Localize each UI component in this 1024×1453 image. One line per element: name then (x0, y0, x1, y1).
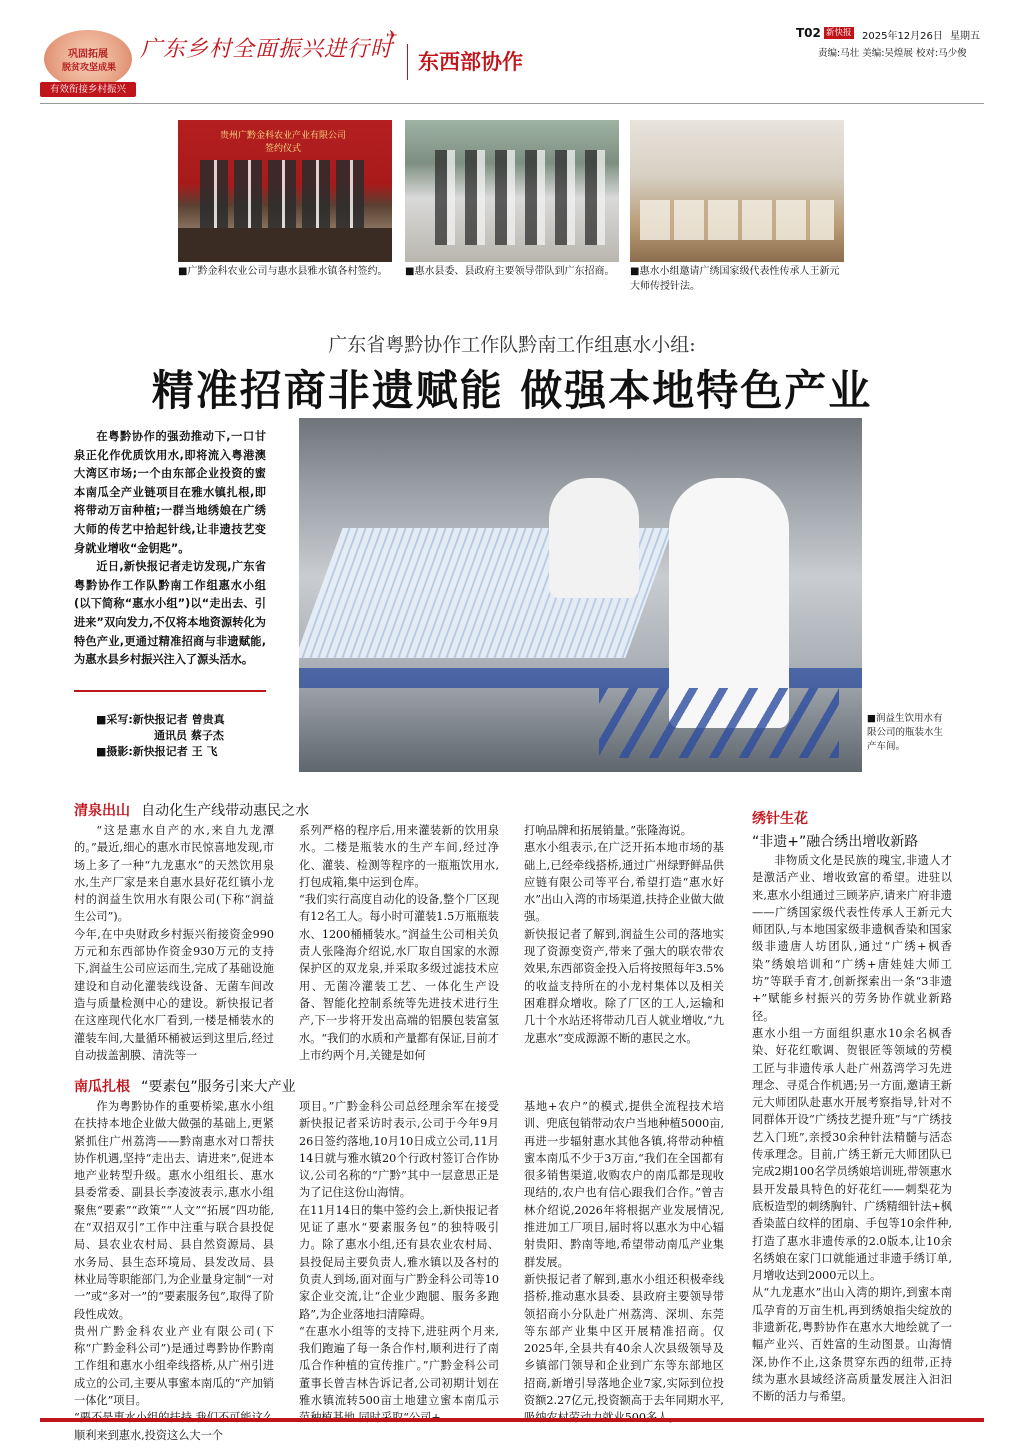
issue-weekday: 星期五 (950, 31, 980, 42)
lead-rule (74, 690, 266, 692)
caption-signing: ■广黔金科农业公司与惠水县雅水镇各村签约。 (178, 266, 388, 277)
visitors-silhouettes (435, 150, 605, 245)
photo-embroidery-class (630, 120, 844, 262)
section-divider (407, 44, 408, 80)
caption-investment-visit: ■惠水县委、县政府主要领导带队到广东招商。 (405, 266, 615, 277)
seal-line2: 脱贫攻坚成果 (61, 63, 116, 73)
section2-col3: 基地+农户”的模式,提供全流程技术培训、兜底包销带动农户当地种植5000亩,再进一步辐射惠水其他各镇,将带动种植蜜本南瓜不少于3万亩,“我们在全国都有很多销售渠道,收购农户的南瓜都是现收现结的,农户也有信心跟我们合作。”曾吉林介绍说,2026年将根据产业发展情况,推进加工厂项目,届时将以惠水为中心辐射贵阳、黔南等地,希望带动南瓜产业集群发展。 新快报记者了解到,惠水小组还积极牵线搭桥,推动惠水县委、县政府主要领导带领招商小分队赴广州荔湾、深圳、东莞等东部产业集中区开展精准招商。仅2025年,全县共有40余人次县级领导及乡镇部门领导和企业到广东等东部地区招商,新增引导落地企业7家,实际到位投资额2.27亿元,投资额高于去年同期水平, (524, 1100, 724, 1408)
masthead-rule (40, 103, 984, 104)
section2-tag: 南瓜扎根 (74, 1079, 130, 1095)
section2-col1: 作为粤黔协作的重要桥梁,惠水小组在扶持本地企业做大做强的基础上,更紧紧抓住广州荔湾——黔南惠水对口帮扶协作机遇,坚持“走出去、请进来”,促进本地产业转型升级。惠水小组组长、惠水县委常委、副县长李凌波表示,惠水小组聚焦“要素”“政策”“人文”“拓展”四功能,在“双招双引”工作中注重与联合县投促局、县农业农村局、县自然资源局、县水务局、县生态环境局、县发改局、县林业局等职能部门,为企业量身定制“一对一”或“多对一”的“要素服务包”,取得了阶段性成效。 贵州广黔金科农业产业有限公司(下称“广黔金科公司”)是通过粤黔协作黔南工作组和惠水小组牵线搭桥,从广州引进成立的公司,主要从事蜜本南瓜的“产加销一体化”项目。 顺利来到惠水,投资这么大一个 (74, 1100, 274, 1442)
headline-title: 精准招商非遗赋能 做强本地特色产业 (151, 366, 873, 415)
section-name: 东西部协作 (418, 49, 523, 74)
byline-correspondent: 通讯员 蔡子杰 (154, 729, 224, 742)
section1-col1: “这是惠水自产的水,来自九龙潭的。”最近,细心的惠水市民惊喜地发现,市场上多了一种“九龙惠水”的天然饮用泉水,生产厂家是来自惠水县好花红镇小龙村的润益生饮用水有限公司(下称“润益生公司”)。 今年,在中央财政乡村振兴衔接资金990万元和东西部协作资金930万元的支持下,润益生公司应运而生,完成了基础设施建设和自动化灌装线设备、无菌车间改造与质量检测中心的建设。新快报记者在这座现代化水厂看到,一楼是桶装水的灌装车间,大量循环桶被运到这里后,经过自动拔盖割膜、清洗等一 (74, 824, 274, 1062)
section1-col3: 打响品牌和拓展销量。”张隆海说。 惠水小组表示,在广泛开拓本地市场的基础上,已经牵线搭桥,通过广州绿野鲜品供应链有限公司等平台,希望打造“惠水好水”出山入湾的市场渠道,扶持企业做大做强。 新快报记者了解到,润益生公司的落地实现了资源变资产,带来了强大的联农带农效果,东西部资金投入后将按照每年3.5%的收益支持所在的小龙村集体以及相关困难群众增收。除了厂区的工人,运输和几十个水站还将带动几百人就业增收,“九龙惠水”变成源源不断的惠民之水。 (524, 824, 724, 1045)
section3-tag: 绣针生花 (752, 811, 808, 827)
masthead (0, 0, 1024, 105)
paper-tag: 新快报 (826, 28, 852, 38)
photo-bottling-line (299, 418, 862, 772)
bird-icon: ✈ (386, 28, 398, 44)
ribbon-tag: 有效衔接乡村振兴 (40, 82, 136, 97)
byline (96, 712, 266, 760)
caption-bottling-line: ■润益生饮用水有限公司的瓶装水生产车间。 (867, 713, 944, 752)
photo-signing-ceremony (178, 120, 392, 262)
lead-paragraph-2: 近日,新快报记者走访发现,广东省粤黔协作工作队黔南工作组惠水小组(以下简称“惠水小组”)以“走出去、引进来”双向发力,不仅将本地资源转化为特色产业,更通过精准招商与非遗赋能,为惠水县乡村振兴注入了源头活水。 (74, 560, 266, 667)
byline-photographer: ■摄影:新快报记者 王 飞 (96, 745, 218, 758)
banner-title: 广东乡村全面振兴进行时 (140, 37, 394, 62)
footer-rule (40, 1418, 984, 1422)
section2-col2: 项目。”广黔金科公司总经理余军在接受新快报记者采访时表示,公司于今年9月26日签约落地,10月10日成立公司,11月14日就与雅水镇20个行政村签订合作协议,公司名称的“广黔”其中一层意思正是为了记住这份山海情。 在11月14日的集中签约会上,新快报记者见证了惠水“要素服务包”的独特吸引力。除了惠水小组,还有县农业农村局、县投促局主要负责人,雅水镇以及各村的负责人到场,面对面与广黔金科公司等10家企业交流,让“企业少跑腿、服务多跑路”,为企业落地扫清障碍。 “在惠水小组等的支持下,进驻两个月来,我们跑遍了每一条合作村,顺利进行了南瓜合作种植的宣传推广。”广黔金科公司董事长曾吉林告诉记者,公司初期计划在雅水镇流转500亩土地建立蜜本南瓜示 (299, 1100, 499, 1408)
section1-title: 自动化生产线带动惠民之水 (141, 803, 310, 819)
section3-title: “非遗+”融合绣出增收新路 (752, 834, 919, 850)
caption-embroidery: ■惠水小组邀请广绣国家级代表性传承人王新元大师传授针法。 (630, 266, 840, 292)
section1-heading (74, 800, 554, 820)
byline-writer: ■采写:新快报记者 曾贵真 (96, 713, 225, 726)
embroidery-tables (640, 200, 834, 240)
issue-date: 2025年12月26日 (862, 31, 943, 42)
photo-investment-visit (405, 120, 619, 262)
section2-heading (74, 1076, 554, 1096)
section3-text: 非物质文化是民族的瑰宝,非遗人才是激活产业、增收致富的希望。进驻以来,惠水小组通过三顾茅庐,请来广府非遗——广绣国家级代表性传承人王新元大师团队,与本地国家级非遗枫香染和国家级非遗唐人坊团队,通过“广绣+枫香染”绣娘培训和“广绣+唐娃娃大师工坊”等联手育才,创新探索出一条“3非遗+”赋能乡村振兴的劳务协作就业新路径。 惠水小组一方面组织惠水10余名枫香染、好花红歌调、贺银匠等领域的劳模工匠与非遗传承人赴广州荔湾学习先进理念、寻觅合作机遇;另一方面,邀请王新元大师团队赴惠水开展考察指导,针对不同群体开设“广绣技艺提升班”与“广绣技艺入门班”,亲授30余种针法精髓与活态传承理念。目前,广绣王新元大师团队已完成2期100名学员绣娘培训班,带领惠水县开发最具特色的好花红——刺梨花为底板造型的刺绣胸针、广绣精细针法+枫香染蓝白纹样的团扇、手包等10余件种,打造了惠水非遗传承的2.0版本,让10余名绣娘在家门口就能通过非遗手绣订单,月增收达到2000元以上。 从“九龙惠水”出山入湾的期许,到蜜本南瓜孕育的万亩生机,再到绣娘指尖绽放的非遗新花,粤黔协作在惠水大地绘就了一幅产业兴、百姓富的生动图景。山海情深,协作不止,这条贯穿东西的纽带,正持续为惠水县域经济高质量发展注入汩汩不断的活力与希望。 (752, 854, 952, 1404)
capping-rails (599, 688, 839, 758)
section1-tag: 清泉出山 (74, 803, 130, 819)
headline-kicker: 广东省粤黔协作工作队黔南工作组惠水小组: (328, 334, 696, 356)
section3-heading (752, 808, 952, 851)
editor-credits: 责编:马壮 美编:吴煌展 校对:马少俊 (818, 48, 967, 59)
lead-text (74, 428, 266, 670)
section2-title: “要素包”服务引来大产业 (141, 1079, 296, 1095)
page-number: T02 (796, 26, 821, 40)
people-silhouettes (200, 160, 370, 230)
worker-1 (549, 478, 639, 598)
signing-banner-text: 贵州广黔金科农业产业有限公司签约仪式 (219, 131, 346, 154)
lead-paragraph-1: 在粤黔协作的强劲推动下,一口甘泉正化作优质饮用水,即将流入粤港澳大湾区市场;一个由东部企业投资的蜜本南瓜全产业链项目在雅水镇扎根,即将带动万亩种植;一群当地绣娘在广绣大师的传艺中拾起针线,让非遗技艺变身就业增收“金钥匙”。 (74, 430, 266, 555)
section1-col2: 系列严格的程序后,用来灌装新的饮用泉水。二楼是瓶装水的生产车间,经过净化、灌装、检测等程序的一瓶瓶饮用水,打包成箱,集中运到仓库。 “我们实行高度自动化的设备,整个厂区现有12名工人。每小时可灌装1.5万瓶瓶装水、1200桶桶装水。”润益生公司相关负责人张隆海介绍说,水厂取自国家的水源保护区的双龙泉,并采取多级过滤技术应用、无菌冷灌装工艺、一体化生产设备、智能化控制系统等先进技术进行生产,下一步将开发出高端的铝膜包装富氢水。“我们的水质和产量都有保证,目前才上市约两个月,关键是如何 (299, 824, 499, 1062)
signing-table (178, 228, 392, 262)
seal-line1: 巩固拓展 (68, 49, 108, 60)
